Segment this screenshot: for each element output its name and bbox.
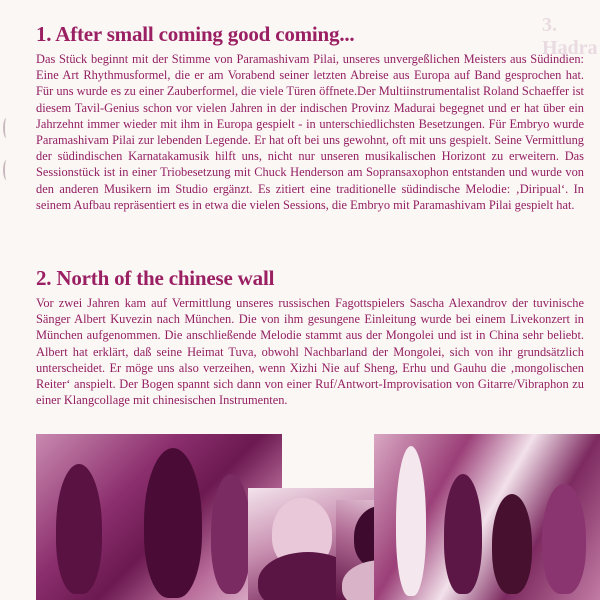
section-title: 1. After small coming good coming... — [36, 22, 355, 46]
bleed-through-heading: 3. Hadra — [542, 14, 598, 59]
section-title: 2. North of the chinese wall — [36, 266, 275, 290]
binding-marks — [0, 110, 14, 200]
group-photo — [374, 434, 600, 600]
section-after-small-coming — [36, 22, 584, 213]
section-north-of-chinese-wall — [36, 266, 584, 408]
photo-collage — [36, 434, 600, 600]
concert-photo — [36, 434, 282, 600]
section-body: Vor zwei Jahren kam auf Vermittlung unseres russischen Fagottspielers Sascha Alexandrov der tuvinische Sänger Albert Kuvezin nach München. Die von ihm gesungene Einleitung wurde bei einem Livekonzert in München aufgenommen. Die anschließende Melodie stammt aus der Mongolei und ist in China sehr beliebt. Albert hat erklärt, daß seine Heimat Tuva, obwohl Nachbarland der Mongolei, sich von ihr grundsätzlich unterscheidet. Er möge uns also verzeihen, wenn Xizhi Nie auf Sheng, Erhu und Gauhu die ‚mongolischen Reiter‘ anspielt. Der Bogen spannt sich dann von einer Ruf/Antwort-Improvisation von Gitarre/Vibraphon zu einer Klangcollage mit chinesischen Instrumenten. — [36, 296, 584, 408]
section-body: Das Stück beginnt mit der Stimme von Paramashivam Pilai, unseres unvergeßlichen Meisters aus Südindien: Eine Art Rhythmusformel, die er am Vorabend seiner letzten Abreise aus Europa auf Band gesprochen hat. Für uns wurde es zu einer Zauberformel, die viele Türen öffnete.Der Multiinstrumentalist Roland Schaeffer ist diesem Tavil-Genius schon vor vielen Jahren in der indischen Provinz Madurai begegnet und er hat über ein Jahrzehnt immer wieder mit ihm in Europa gespielt - in unterschiedlichsten Besetzungen. Für Embryo wurde Paramashivam Pilai zur lebenden Legende. Er hat oft bei uns gewohnt, oft mit uns gespielt. Seine Vermittlung der südindischen Karnatakamusik hilft uns, nicht nur unseren musikalischen Horizont zu erweitern. Das Sessionstück ist in einer Triobesetzung mit Chuck Henderson am Sopransaxophon entstanden und wurde von den anderen Musikern im Studio ergänzt. Es zitiert eine traditionelle südindische Melodie: ‚Diripual‘. In seinem Aufbau repräsentiert es in etwa die vielen Sessions, die Embryo mit Paramashivam Pilai gespielt hat. — [36, 52, 584, 212]
